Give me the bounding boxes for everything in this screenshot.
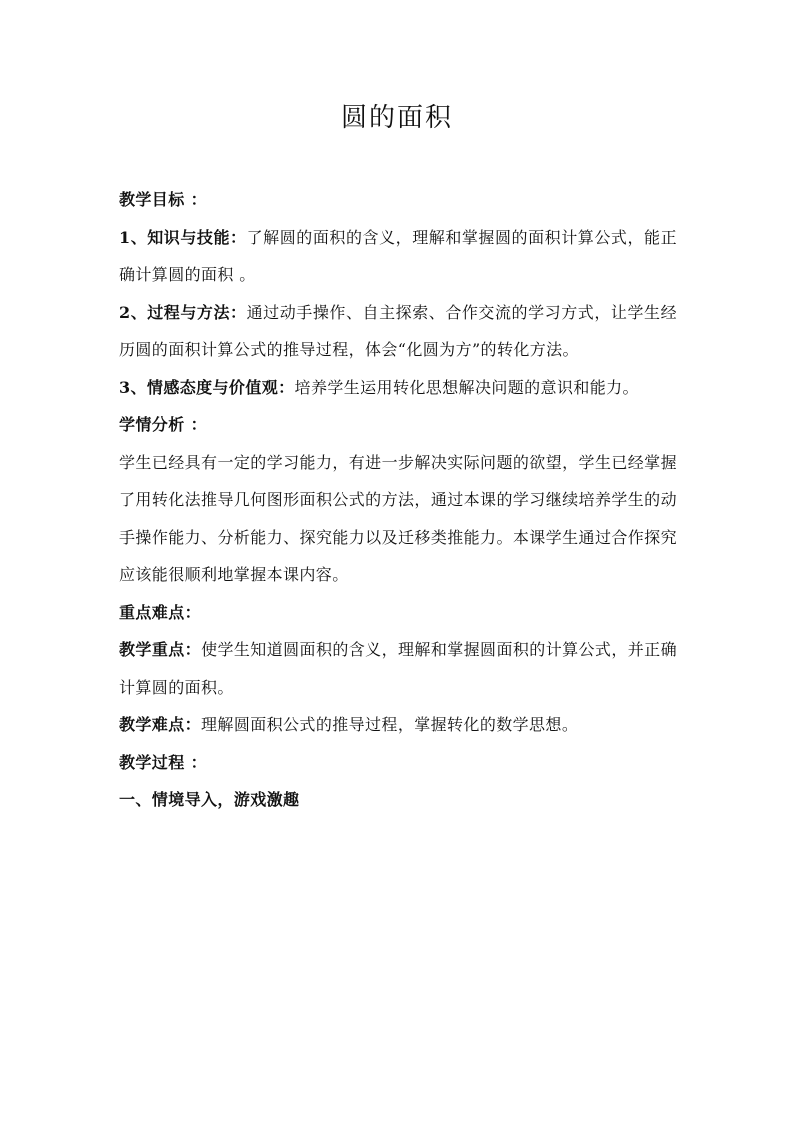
objective-3 [119, 369, 677, 407]
objective-1-label: 1、知识与技能： [119, 227, 247, 247]
analysis-paragraph: 学生已经具有一定的学习能力，有进一步解决实际问题的欲望，学生已经掌握了用转化法推导几何图形面积公式的方法，通过本课的学习继续培养学生的动手操作能力、分析能力、探究能力以及迁移类推能力。本课学生通过合作探究应该能很顺利地掌握本课内容。 [119, 452, 677, 584]
objective-2 [119, 294, 677, 369]
objective-1 [119, 219, 677, 294]
document-body [119, 181, 677, 819]
objectives-heading: 教学目标 ： [119, 190, 207, 209]
key-point-text: 使学生知道圆面积的含义，理解和掌握圆面积的计算公式，并正确计算圆的面积。 [119, 640, 677, 697]
key-difficulty-heading: 重点难点： [119, 602, 202, 622]
objective-1-text: 了解圆的面积的含义，理解和掌握圆的面积计算公式，能正确计算圆的面积 。 [119, 227, 677, 284]
difficulty-label: 教学难点： [119, 715, 202, 734]
objective-3-text: 培养学生运用转化思想解决问题的意识和能力。 [294, 377, 639, 397]
key-point-label: 教学重点： [119, 640, 202, 659]
difficulty-point [119, 706, 677, 744]
process-heading: 教学过程 ： [119, 752, 207, 772]
analysis-heading: 学情分析 ： [119, 415, 207, 434]
key-point [119, 631, 677, 706]
difficulty-text: 理解圆面积公式的推导过程，掌握转化的数学思想。 [201, 715, 579, 734]
objective-2-label: 2、过程与方法： [119, 302, 247, 322]
objective-2-text: 通过动手操作、自主探索、合作交流的学习方式，让学生经历圆的面积计算公式的推导过程，体会“化圆为方”的转化方法。 [119, 302, 677, 359]
document-title: 圆的面积 [340, 103, 453, 133]
objective-3-label: 3、情感态度与价值观： [119, 377, 295, 397]
section-1-heading: 一、情境导入，游戏激趣 [119, 790, 300, 809]
